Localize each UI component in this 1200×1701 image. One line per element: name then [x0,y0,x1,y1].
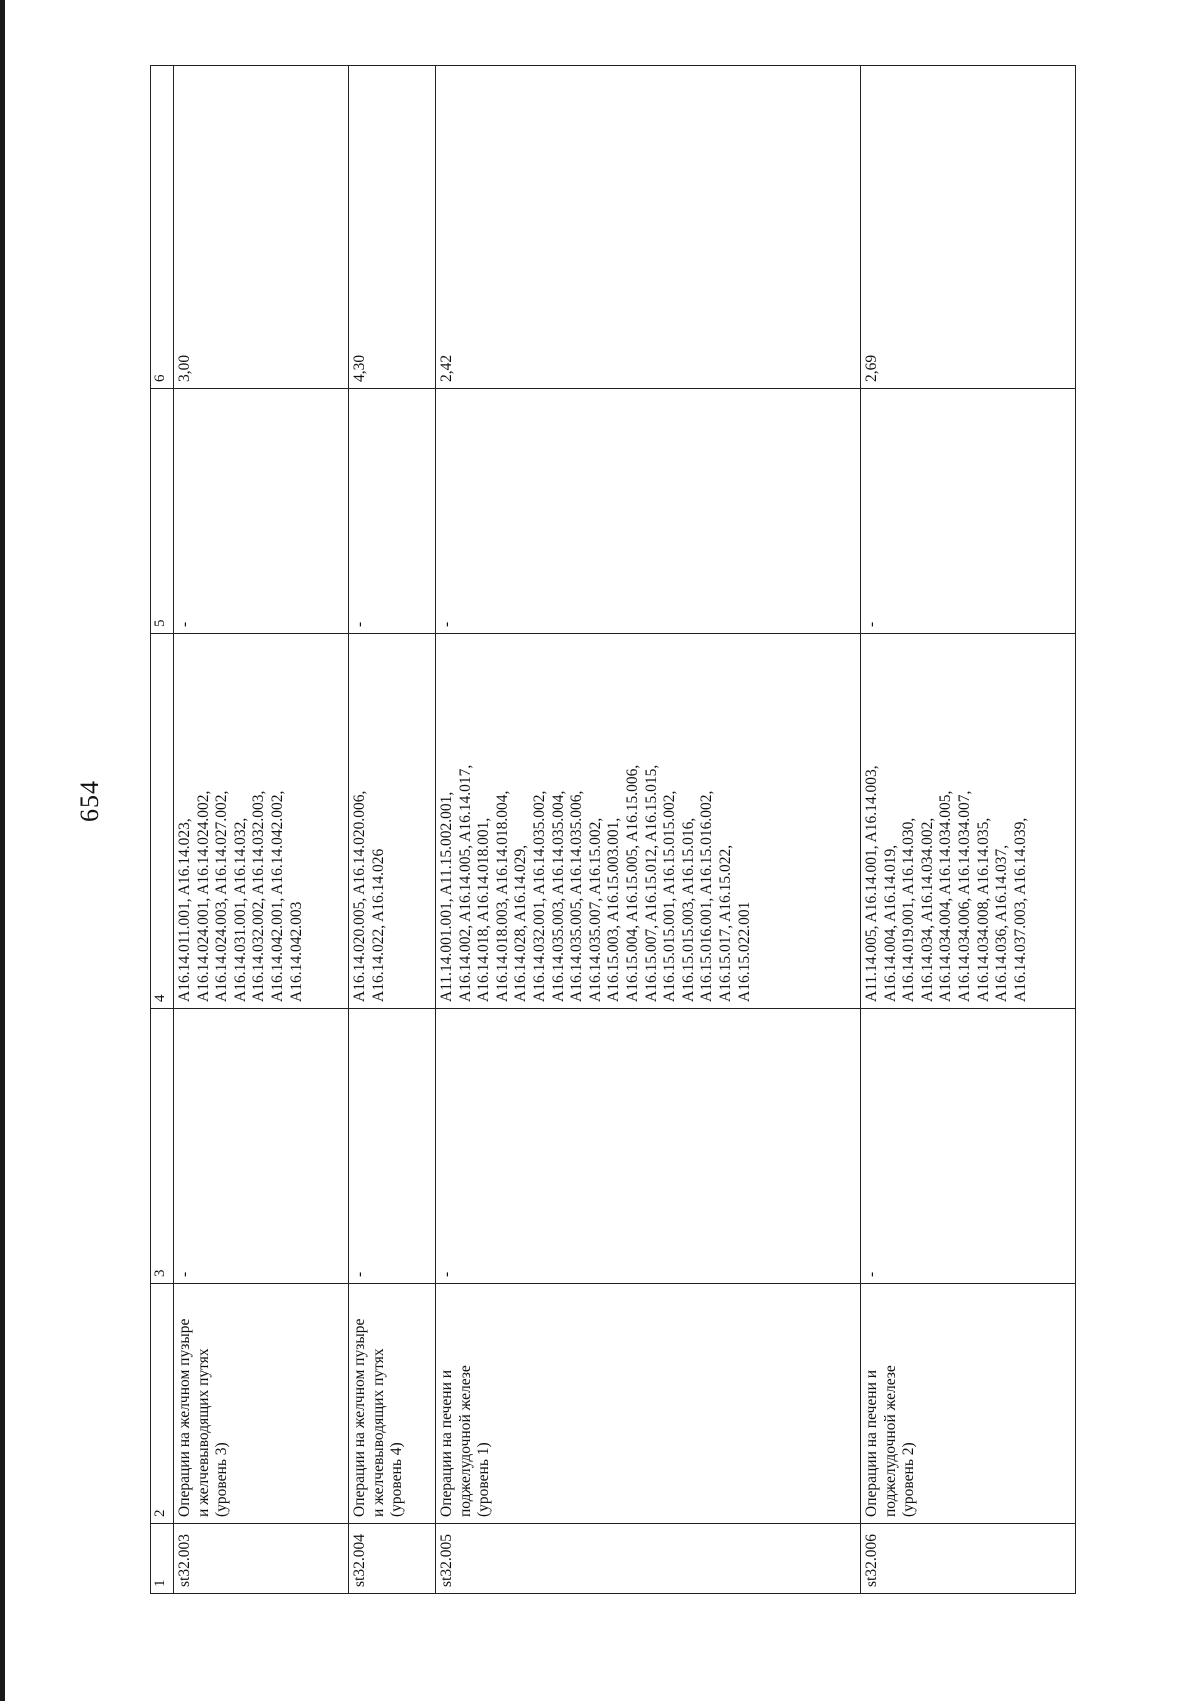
column-header: 5 [151,389,174,634]
additional-criteria-cell: - [349,389,436,634]
ksg-code-cell: st32.005 [436,1524,861,1594]
diagnosis-cell: - [174,1009,349,1284]
table-row [861,66,1076,1594]
column-number-row [151,66,174,1594]
tariff-table [150,65,1076,1594]
scan-edge [0,0,5,1701]
ksg-code-cell: st32.003 [174,1524,349,1594]
ksg-code-cell: st32.006 [861,1524,1076,1594]
ksg-name-cell: Операции на желчном пузыре и желчевыводящих путях (уровень 3) [174,1284,349,1524]
coefficient-cell: 2,69 [861,66,1076,389]
service-codes-cell: A11.14.005, A16.14.001, A16.14.003, A16.14.004, A16.14.019, A16.14.019.001, A16.14.030, A16.14.034, A16.14.034.002, A16.14.034.004, A16.14.034.005, A16.14.034.006, A16.14.034.007, A16.14.034.008, A16.14.035, A16.14.036, A16.14.037, A16.14.037.003, A16.14.039, [861,634,1076,1009]
table-row [436,66,861,1594]
ksg-name-cell: Операции на печени и поджелудочной железе (уровень 2) [861,1284,1076,1524]
ksg-name-cell: Операции на печени и поджелудочной железе (уровень 1) [436,1284,861,1524]
additional-criteria-cell: - [436,389,861,634]
diagnosis-cell: - [436,1009,861,1284]
additional-criteria-cell: - [861,389,1076,634]
rotated-page-content [150,66,1084,1594]
column-header: 4 [151,634,174,1009]
diagnosis-cell: - [349,1009,436,1284]
column-header: 1 [151,1524,174,1594]
additional-criteria-cell: - [174,389,349,634]
column-header: 3 [151,1009,174,1284]
page-number: 654 [75,780,104,822]
service-codes-cell: A11.14.001.001, A11.15.002.001, A16.14.002, A16.14.005, A16.14.017, A16.14.018, A16.14.018.001, A16.14.018.003, A16.14.018.004, A16.14.028, A16.14.029, A16.14.032.001, A16.14.035.002, A16.14.035.003, A16.14.035.004, A16.14.035.005, A16.14.035.006, A16.14.035.007, A16.15.002, A16.15.003, A16.15.003.001, A16.15.004, A16.15.005, A16.15.006, A16.15.007, A16.15.012, A16.15.015, A16.15.015.001, A16.15.015.002, A16.15.015.003, A16.15.016, A16.15.016.001, A16.15.016.002, A16.15.017, A16.15.022, A16.15.022.001 [436,634,861,1009]
service-codes-cell: A16.14.020.005, A16.14.020.006, A16.14.022, A16.14.026 [349,634,436,1009]
ksg-code-cell: st32.004 [349,1524,436,1594]
coefficient-cell: 4,30 [349,66,436,389]
coefficient-cell: 2,42 [436,66,861,389]
column-header: 2 [151,1284,174,1524]
diagnosis-cell: - [861,1009,1076,1284]
coefficient-cell: 3,00 [174,66,349,389]
table-row [349,66,436,1594]
service-codes-cell: A16.14.011.001, A16.14.023, A16.14.024.001, A16.14.024.002, A16.14.024.003, A16.14.027.002, A16.14.031.001, A16.14.032, A16.14.032.002, A16.14.032.003, A16.14.042.001, A16.14.042.002, A16.14.042.003 [174,634,349,1009]
column-header: 6 [151,66,174,389]
table-row [174,66,349,1594]
ksg-name-cell: Операции на желчном пузыре и желчевыводящих путях (уровень 4) [349,1284,436,1524]
